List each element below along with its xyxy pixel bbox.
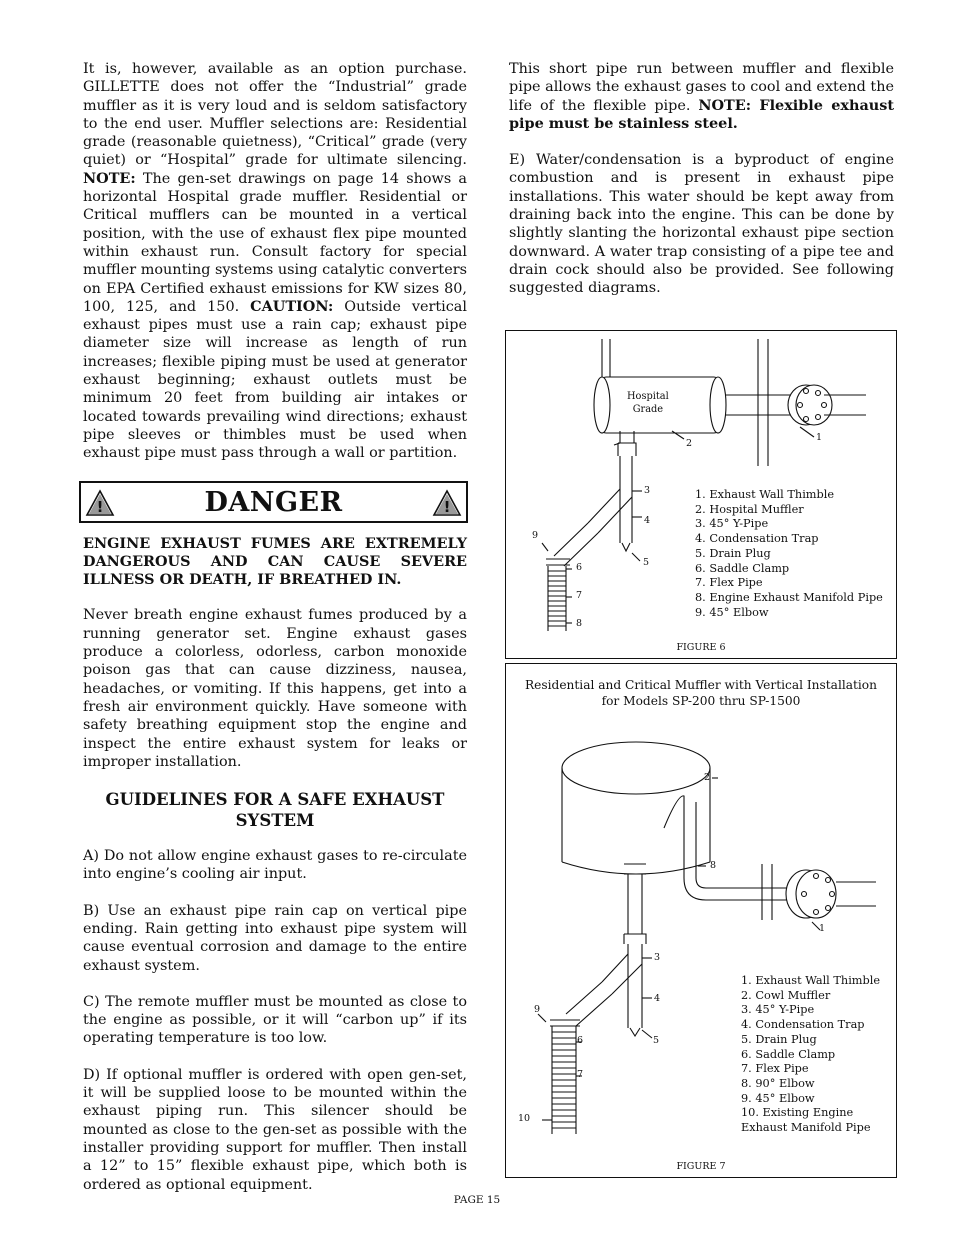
danger-warning: ENGINE EXHAUST FUMES ARE EXTREMELY DANGEROUS AND CAN CAUSE SEVERE ILLNESS OR DEATH, IF BREATHED IN. <box>83 534 467 589</box>
right-column <box>509 60 894 316</box>
callout-5: 5 <box>653 1035 660 1046</box>
guideline-c: C) The remote muffler must be mounted as close to the engine as possible, or it will “carbon up” if its operating temperature is too low. <box>83 993 467 1047</box>
guideline-a: A) Do not allow engine exhaust gases to re-circulate into engine’s cooling air input. <box>83 848 467 883</box>
callout-1: 1 <box>819 923 826 934</box>
callout-6: 6 <box>577 1035 584 1046</box>
figure-7-title: Residential and Critical Muffler with Vertical Installation for Models SP-200 thru SP-1500 <box>525 678 877 708</box>
svg-text:!: ! <box>443 497 451 516</box>
guidelines-heading: GUIDELINES FOR A SAFE EXHAUST SYSTEM <box>105 790 445 831</box>
intro-paragraph: It is, however, available as an option purchase. GILLETTE does not offer the “Industrial” grade muffler as it is very loud and is seldom satisfactory to the end user. Muffler selections are: Residential grade (reasonable quietness), “Critical” grade (very quiet) or “Hospital” grade for ultimate silencing. NOTE: The gen-set drawings on page 14 shows a horizontal Hospital grade muffler. Residential or Critical mufflers can be mounted in a vertical position, with the use of exhaust flex pipe mounted within exhaust run. Consult factory for special muffler mounting systems using catalytic converters on EPA Certified exhaust emissions for KW sizes 80, 100, 125, and 150. CAUTION: Outside vertical exhaust pipes must use a rain cap; exhaust pipe diameter size will increase as length of run increases; flexible piping must be used at generator exhaust beginning; exhaust outlets must be minimum 20 feet from building air intakes or located towards prevailing wind directions; exhaust pipe sleeves or thimbles must be used when exhaust pipe must pass through a wall or partition. <box>83 61 467 462</box>
callout-2: 2 <box>704 772 711 783</box>
page-number: PAGE 15 <box>453 1194 501 1206</box>
muffler-label: Hospital Grade <box>627 391 669 415</box>
callout-3: 3 <box>644 485 651 496</box>
figure-6 <box>505 330 897 659</box>
callout-7: 7 <box>576 590 583 601</box>
warning-triangle-icon <box>432 489 462 517</box>
svg-text:!: ! <box>96 497 104 516</box>
guideline-d: D) If optional muffler is ordered with open gen-set, it will be supplied loose to be mounted within the exhaust piping run. This silencer should be mounted as close to the gen-set as possible with the installer providing support for muffler. Then install a 12” to 15” flexible exhaust pipe, which both is ordered as optional equipment. <box>83 1066 467 1193</box>
danger-banner <box>79 481 468 523</box>
figure-7-caption: FIGURE 7 <box>676 1161 726 1172</box>
callout-4: 4 <box>644 515 651 526</box>
guideline-e: E) Water/condensation is a byproduct of engine combustion and is present in exhaust pipe installations. This water should be kept away from draining back into the engine. This can be done by slightly slanting the horizontal exhaust pipe section downward. A water trap consisting of a pipe tee and drain cock should also be provided. See following suggested diagrams. <box>509 152 894 297</box>
figure-6-legend: 1. Exhaust Wall Thimble 2. Hospital Muffler 3. 45° Y-Pipe 4. Condensation Trap 5. Drain Plug 6. Saddle Clamp 7. Flex Pipe 8. Engine Exhaust Manifold Pipe 9. 45° Elbow <box>695 488 883 619</box>
callout-6: 6 <box>576 562 583 573</box>
callout-4: 4 <box>654 993 661 1004</box>
callout-8: 8 <box>710 860 717 871</box>
figure-7-legend: 1. Exhaust Wall Thimble 2. Cowl Muffler 3. 45° Y-Pipe 4. Condensation Trap 5. Drain Plug 6. Saddle Clamp 7. Flex Pipe 8. 90° Elbow 9. 45° Elbow 10. Existing Engine Exhaust Manifold Pipe <box>741 974 881 1135</box>
callout-9: 9 <box>532 530 539 541</box>
flex-pipe-paragraph: This short pipe run between muffler and flexible pipe allows the exhaust gases to cool and extend the life of the flexible pipe. NOTE: Flexible exhaust pipe must be stainless steel. <box>509 61 894 132</box>
callout-7: 7 <box>577 1069 584 1080</box>
callout-5: 5 <box>643 557 650 568</box>
guideline-b: B) Use an exhaust pipe rain cap on vertical pipe ending. Rain getting into exhaust pipe system will cause eventual corrosion and damage to the entire exhaust system. <box>83 902 467 974</box>
figure-7 <box>505 663 897 1178</box>
callout-3: 3 <box>654 952 661 963</box>
callout-8: 8 <box>576 618 583 629</box>
callout-9: 9 <box>534 1004 541 1015</box>
danger-title: DANGER <box>204 486 343 518</box>
callout-2: 2 <box>686 438 693 449</box>
danger-body: Never breath engine exhaust fumes produced by a running generator set. Engine exhaust gases produce a colorless, odorless, carbon monoxide poison gas that can cause dizziness, nausea, headaches, or vomiting. If this happens, get into a fresh air environment quickly. Have someone with safety breathing equipment stop the engine and inspect the entire exhaust system for leaks or improper installation. <box>83 607 467 770</box>
figure-6-caption: FIGURE 6 <box>676 642 726 653</box>
callout-1: 1 <box>816 432 823 443</box>
left-column <box>83 60 467 1212</box>
callout-10: 10 <box>518 1113 531 1124</box>
